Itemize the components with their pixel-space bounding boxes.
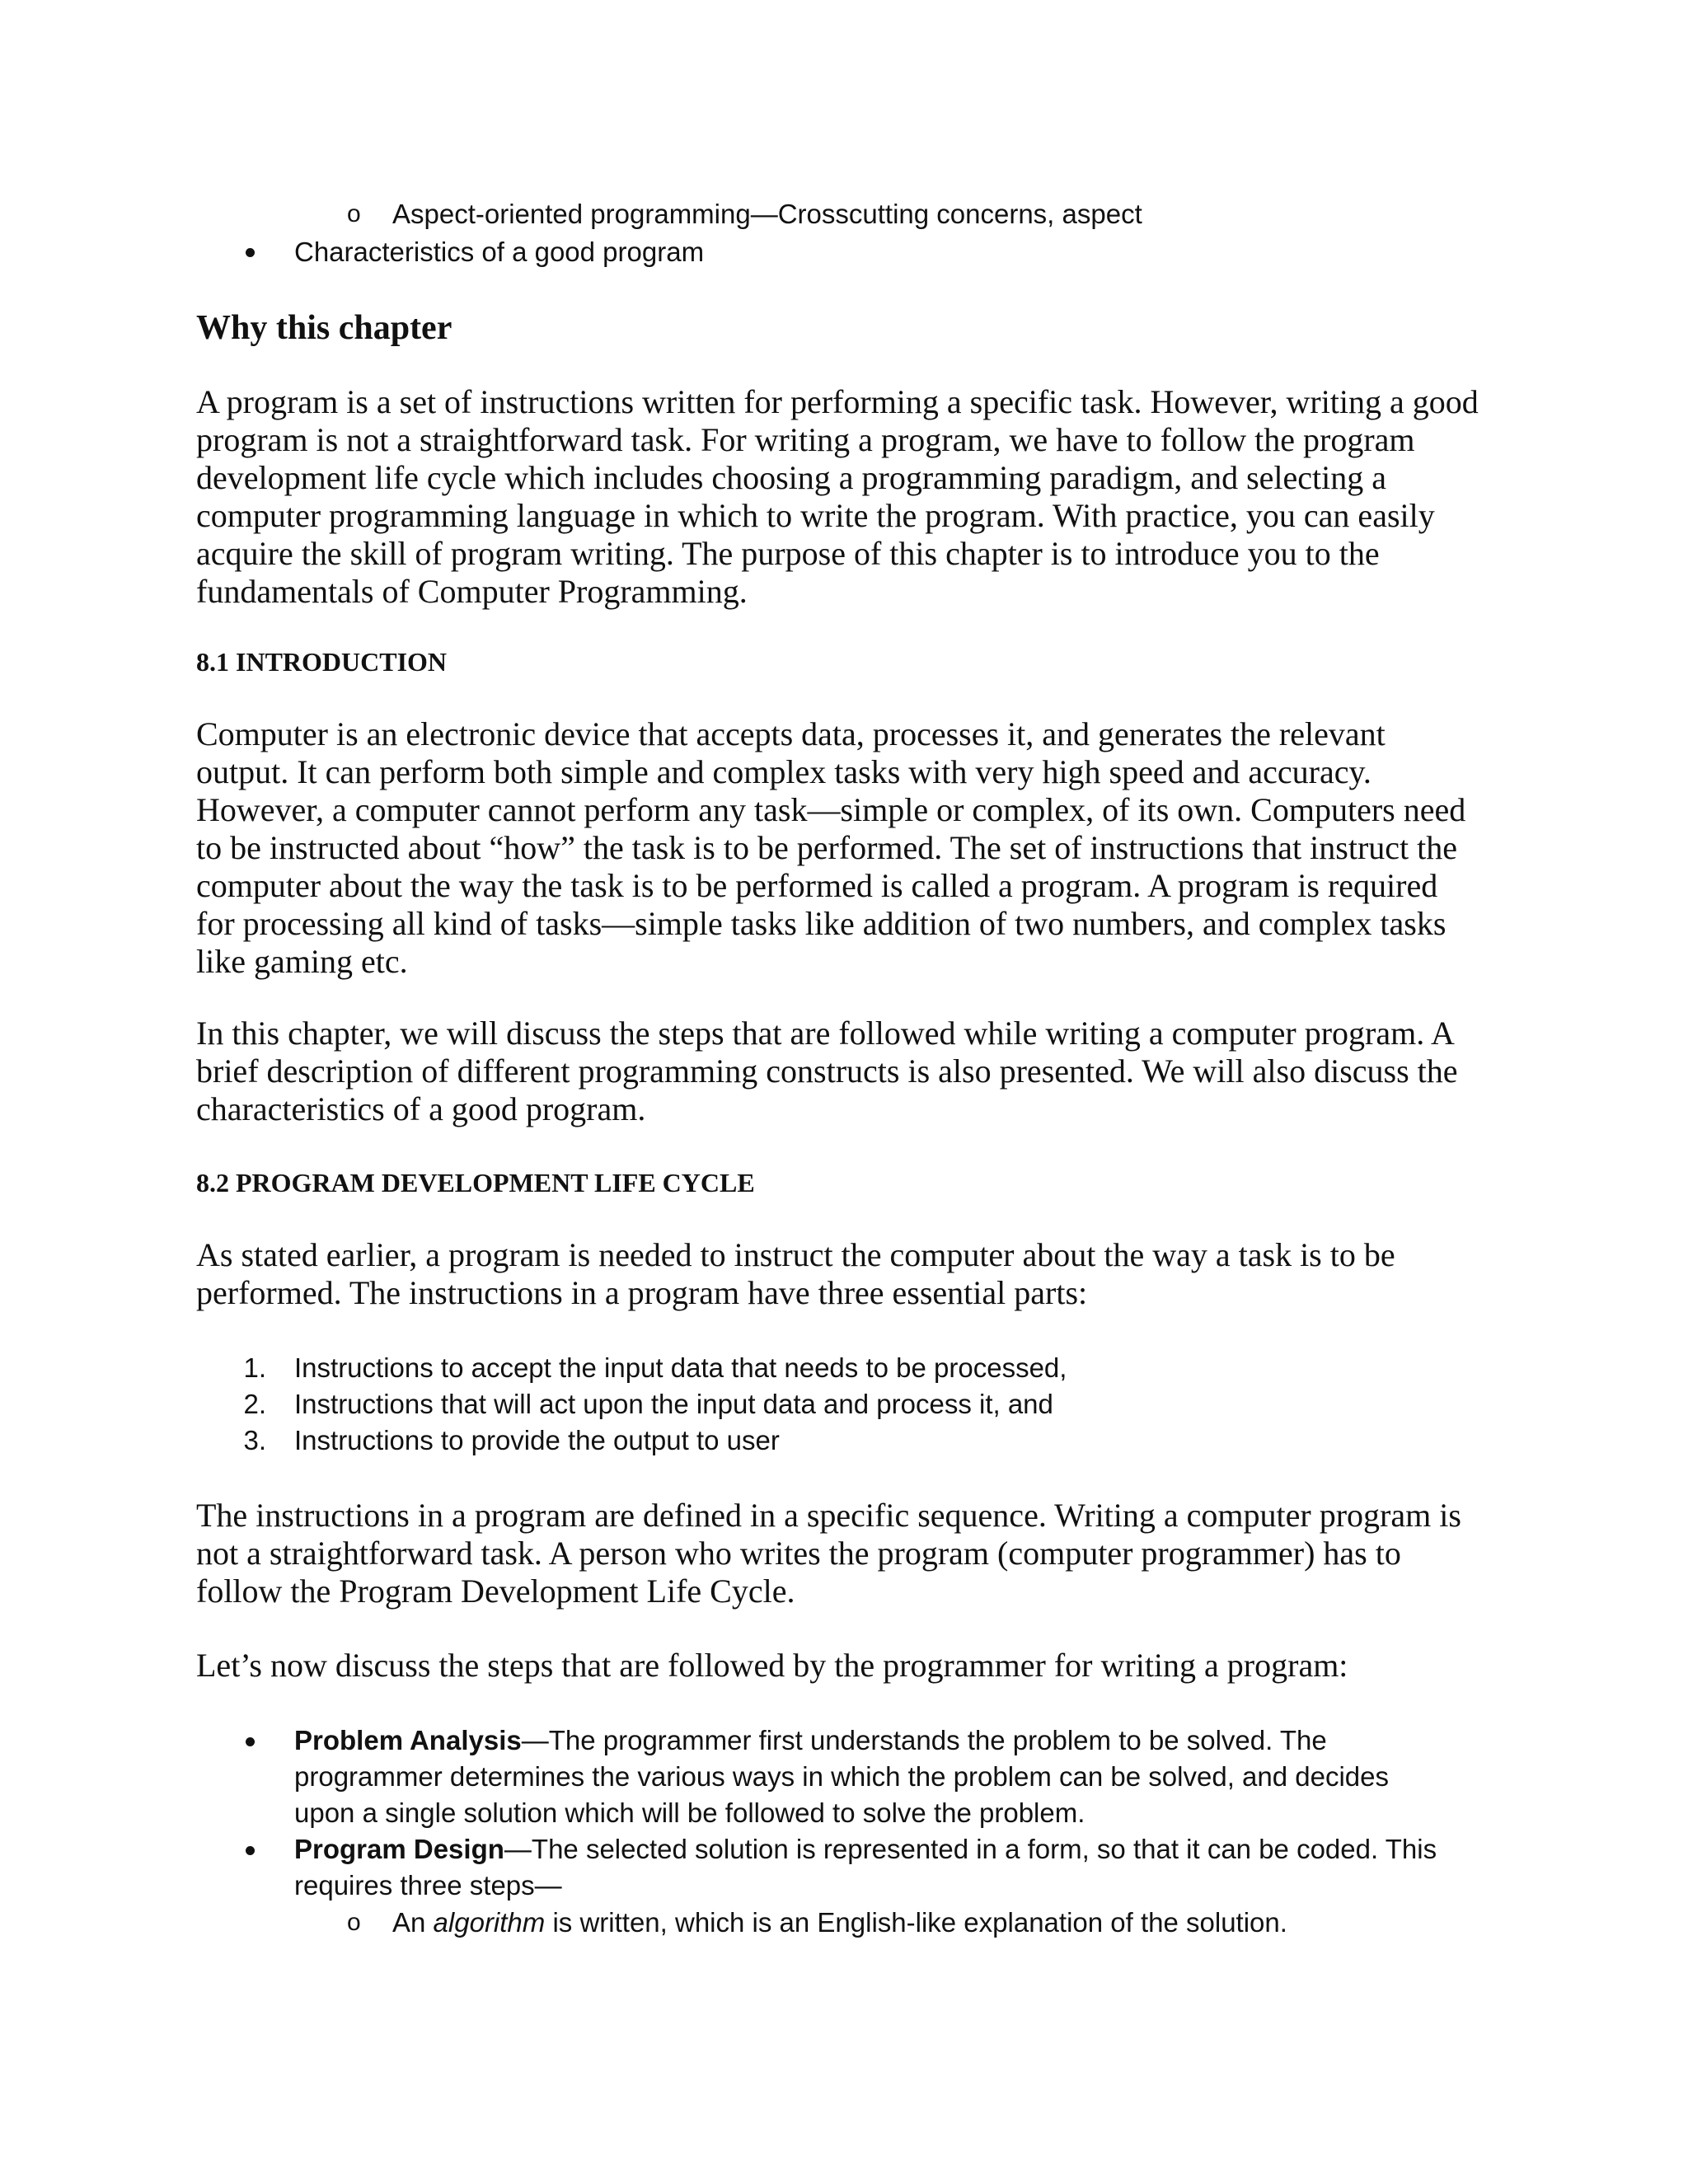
numbered-list-marker: 3. bbox=[243, 1425, 266, 1455]
numbered-list-marker: 2. bbox=[243, 1389, 266, 1419]
bullet-marker bbox=[246, 1737, 255, 1746]
paragraph-line: However, a computer cannot perform any task—simple or complex, of its own. Computers need bbox=[196, 791, 1466, 828]
numbered-list-item: Instructions to provide the output to user bbox=[294, 1425, 780, 1455]
step-term: Problem Analysis bbox=[294, 1725, 522, 1755]
step-text-line: programmer determines the various ways in which the problem can be solved, and decides bbox=[294, 1761, 1390, 1792]
paragraph-line: fundamentals of Computer Programming. bbox=[196, 573, 748, 610]
paragraph-line: follow the Program Development Life Cycle. bbox=[196, 1572, 795, 1610]
section-heading-why-chapter: Why this chapter bbox=[196, 309, 452, 347]
paragraph-line: The instructions in a program are defined in a specific sequence. Writing a computer program is bbox=[196, 1497, 1461, 1534]
paragraph-line: As stated earlier, a program is needed to instruct the computer about the way a task is to be bbox=[196, 1236, 1395, 1273]
step-program-design bbox=[294, 1831, 1437, 1904]
bullet-marker bbox=[246, 1846, 255, 1855]
numbered-list-item: Instructions that will act upon the input data and process it, and bbox=[294, 1389, 1053, 1419]
why-chapter-paragraph bbox=[196, 383, 1482, 611]
paragraph-line: brief description of different programming constructs is also presented. We will also discuss the bbox=[196, 1052, 1458, 1090]
step-problem-analysis bbox=[294, 1722, 1389, 1831]
step-text: —The selected solution is represented in a form, so that it can be coded. This bbox=[504, 1834, 1437, 1864]
paragraph-line: output. It can perform both simple and complex tasks with very high speed and accuracy. bbox=[196, 753, 1372, 790]
sub-bullet-marker: o bbox=[347, 1909, 361, 1936]
pdlc-paragraph-3: Let’s now discuss the steps that are followed by the programmer for writing a program: bbox=[196, 1647, 1348, 1684]
paragraph-line: for processing all kind of tasks—simple tasks like addition of two numbers, and complex tasks bbox=[196, 905, 1447, 942]
paragraph-line: acquire the skill of program writing. The purpose of this chapter is to introduce you to the bbox=[196, 535, 1380, 572]
pdlc-paragraph-2 bbox=[196, 1497, 1482, 1610]
paragraph-line: like gaming etc. bbox=[196, 943, 408, 980]
sub-item-emphasis: algorithm bbox=[433, 1907, 546, 1938]
section-heading-introduction: 8.1 INTRODUCTION bbox=[196, 647, 448, 677]
step-text: —The programmer first understands the problem to be solved. The bbox=[521, 1725, 1327, 1755]
pdlc-paragraph-1 bbox=[196, 1236, 1482, 1312]
paragraph-line: to be instructed about “how” the task is to be performed. The set of instructions that instruct the bbox=[196, 829, 1457, 866]
bullet-marker bbox=[246, 248, 255, 257]
paragraph-line: In this chapter, we will discuss the steps that are followed while writing a computer program. A bbox=[196, 1015, 1455, 1052]
paragraph-line: performed. The instructions in a program have three essential parts: bbox=[196, 1274, 1088, 1311]
step-text-line: upon a single solution which will be followed to solve the problem. bbox=[294, 1797, 1085, 1828]
sub-list-item: Aspect-oriented programming—Crosscutting concerns, aspect bbox=[392, 199, 1142, 229]
paragraph-line: computer programming language in which to write the program. With practice, you can easily bbox=[196, 497, 1435, 534]
design-sub-item bbox=[392, 1905, 1287, 1941]
sub-bullet-marker: o bbox=[347, 200, 361, 227]
paragraph-line: development life cycle which includes choosing a programming paradigm, and selecting a bbox=[196, 459, 1386, 496]
sub-item-text: is written, which is an English-like explanation of the solution. bbox=[545, 1907, 1287, 1938]
paragraph-line: A program is a set of instructions written for performing a specific task. However, writing a good bbox=[196, 383, 1479, 420]
introduction-paragraph-2 bbox=[196, 1015, 1482, 1128]
paragraph-line: characteristics of a good program. bbox=[196, 1090, 646, 1127]
step-term: Program Design bbox=[294, 1834, 504, 1864]
numbered-list-marker: 1. bbox=[243, 1352, 266, 1383]
sub-item-text: An bbox=[392, 1907, 434, 1938]
paragraph-line: program is not a straightforward task. For writing a program, we have to follow the program bbox=[196, 421, 1415, 458]
paragraph-line: computer about the way the task is to be performed is called a program. A program is required bbox=[196, 867, 1438, 904]
paragraph-line: Computer is an electronic device that accepts data, processes it, and generates the relevant bbox=[196, 715, 1386, 752]
step-text-line: requires three steps— bbox=[294, 1870, 562, 1900]
introduction-paragraph-1 bbox=[196, 715, 1482, 981]
section-heading-pdlc: 8.2 PROGRAM DEVELOPMENT LIFE CYCLE bbox=[196, 1168, 755, 1197]
paragraph-line: not a straightforward task. A person who writes the program (computer programmer) has to bbox=[196, 1535, 1401, 1572]
list-item: Characteristics of a good program bbox=[294, 237, 705, 267]
numbered-list-item: Instructions to accept the input data that needs to be processed, bbox=[294, 1352, 1067, 1383]
